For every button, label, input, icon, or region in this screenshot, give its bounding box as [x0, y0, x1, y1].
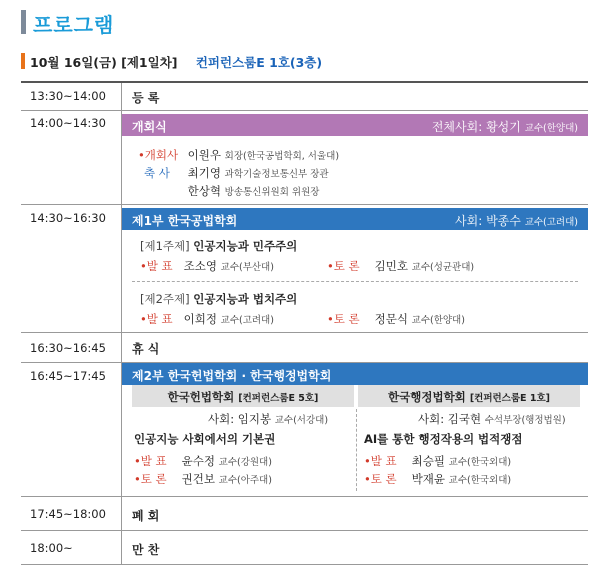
program-row-registration [21, 83, 588, 111]
role-label: •토 론 [327, 259, 360, 273]
row-label: 폐 회 [132, 509, 160, 523]
row-content [122, 497, 588, 530]
role-label: •토 론 [364, 472, 397, 486]
opening-line [138, 183, 319, 199]
topic-title: 인공지능 사회에서의 기본권 [134, 432, 276, 446]
row-content [122, 333, 588, 362]
row-time: 17:45~18:00 [21, 497, 122, 530]
person-name: 최기영 [187, 166, 221, 180]
topic-name: 인공지능과 법치주의 [193, 292, 298, 306]
presenter-line [364, 453, 511, 469]
program-row-break [21, 333, 588, 363]
role-label: •토 론 [134, 472, 167, 486]
person-affil: 회장(한국공법학회, 서울대) [224, 151, 340, 162]
presenter-line [134, 453, 272, 469]
topic-tag: [제2주제] [140, 292, 190, 306]
discussant-line [364, 471, 511, 487]
row-time: 18:00~ [21, 531, 122, 564]
chair-affil: 교수(고려대) [524, 217, 578, 228]
role-label: •토 론 [327, 312, 360, 326]
row-label: 만 찬 [132, 543, 160, 557]
band-title: 제1부 한국공법학회 [132, 214, 238, 228]
person-name: 박재윤 [411, 472, 445, 486]
chair-name: 사회: 김국현 [418, 412, 482, 426]
person-name: 정문식 [374, 312, 408, 326]
chair-name: 사회: 박종수 [455, 214, 521, 228]
person-affil: 교수(한양대) [411, 315, 465, 326]
chair-name: 사회: 임지봉 [208, 412, 272, 426]
band-title: 개회식 [132, 120, 167, 134]
topic-title: AI를 통한 행정작용의 법적쟁점 [364, 432, 523, 446]
person-affil: 방송통신위원회 위원장 [224, 187, 320, 198]
role-label: •발 표 [140, 259, 173, 273]
person-name: 조소영 [183, 259, 217, 273]
date-accent-bar [21, 53, 25, 69]
band-chair [455, 212, 578, 229]
chair-line [418, 411, 566, 427]
column-divider [356, 409, 357, 491]
person-affil: 교수(한국외대) [448, 475, 512, 486]
row-content [122, 205, 588, 332]
row-label: 휴 식 [132, 342, 160, 356]
society-header-right [358, 385, 580, 407]
topic-title [140, 291, 297, 307]
presenter-line [140, 258, 274, 274]
person-name: 한상혁 [187, 184, 221, 198]
chair-line [208, 411, 328, 427]
role-label: 축 사 [144, 166, 170, 180]
date-line [30, 53, 322, 71]
topic-tag: [제1주제] [140, 239, 190, 253]
row-content [122, 111, 588, 204]
band-chair [432, 118, 578, 135]
role-label: •개회사 [138, 148, 179, 162]
person-affil: 교수(성균관대) [411, 262, 475, 273]
role-label: •발 표 [134, 454, 167, 468]
person-name: 윤수정 [181, 454, 215, 468]
topic-divider [132, 281, 578, 282]
opening-band [122, 114, 588, 136]
discussant-line [134, 471, 272, 487]
discussant-line [327, 311, 465, 327]
society-room: [컨퍼런스룸E 5호] [238, 393, 319, 404]
band-title: 제2부 한국헌법학회 · 한국행정법학회 [132, 369, 332, 383]
row-content [122, 531, 588, 564]
opening-line [138, 165, 329, 181]
row-time: 14:00~14:30 [21, 111, 122, 204]
program-row-part2 [21, 363, 588, 497]
person-affil: 과학기술정보통신부 장관 [224, 169, 329, 180]
opening-line [138, 147, 339, 163]
person-affil: 교수(강원대) [218, 457, 272, 468]
society-name: 한국헌법학회 [167, 390, 235, 404]
person-affil: 교수(아주대) [218, 475, 272, 486]
program-row-part1 [21, 205, 588, 333]
role-label: •발 표 [140, 312, 173, 326]
row-content [122, 363, 588, 496]
session-date: 10월 16일(금) [제1일차] [30, 55, 178, 70]
chair-affil: 교수(한양대) [524, 123, 578, 134]
chair-affil: 수석부장(행정법원) [484, 415, 566, 426]
program-table [21, 81, 588, 565]
part1-band [122, 208, 588, 230]
program-row-closing [21, 497, 588, 531]
row-time: 16:45~17:45 [21, 363, 122, 496]
society-header-left [132, 385, 354, 407]
topic-title [140, 238, 297, 254]
title-accent-bar [21, 10, 26, 34]
topic-name: 인공지능과 민주주의 [193, 239, 298, 253]
society-name: 한국행정법학회 [388, 390, 466, 404]
person-affil: 교수(고려대) [220, 315, 274, 326]
row-content [122, 83, 588, 110]
presenter-line [140, 311, 274, 327]
program-row-opening [21, 111, 588, 205]
person-name: 이희정 [183, 312, 217, 326]
page-title: 프로그램 [33, 13, 115, 37]
person-affil: 교수(부산대) [220, 262, 274, 273]
part2-band [122, 363, 588, 385]
person-name: 권건보 [181, 472, 215, 486]
person-name: 최승필 [411, 454, 445, 468]
row-time: 13:30~14:00 [21, 83, 122, 110]
chair-name: 전체사회: 황성기 [431, 120, 521, 134]
row-time: 16:30~16:45 [21, 333, 122, 362]
session-venue: 컨퍼런스룸E 1호(3층) [195, 55, 323, 70]
role-label: •발 표 [364, 454, 397, 468]
discussant-line [327, 258, 474, 274]
chair-affil: 교수(서강대) [274, 415, 329, 426]
row-label: 등 록 [132, 91, 160, 105]
person-name: 이원우 [187, 148, 221, 162]
row-time: 14:30~16:30 [21, 205, 122, 332]
society-room: [컨퍼런스룸E 1호] [469, 393, 550, 404]
program-row-dinner [21, 531, 588, 565]
person-affil: 교수(한국외대) [448, 457, 512, 468]
person-name: 김민호 [374, 259, 408, 273]
